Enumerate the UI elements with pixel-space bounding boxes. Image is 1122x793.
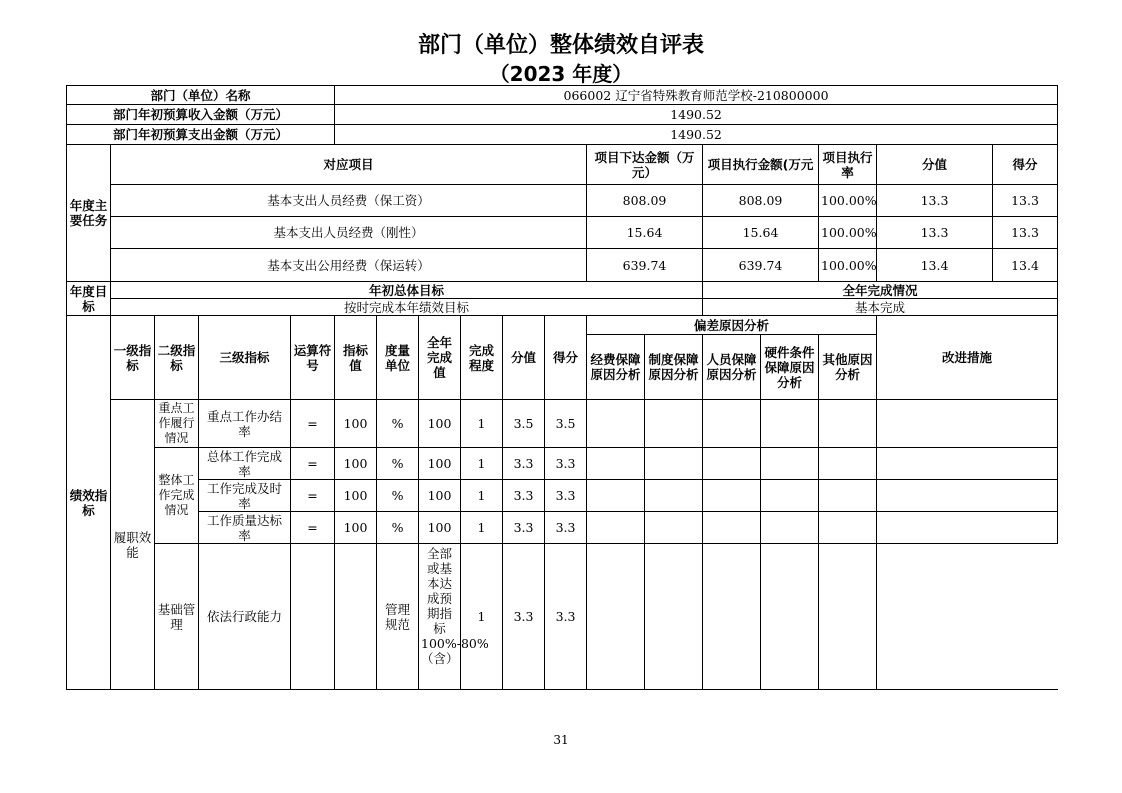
col-ind-score-value-header: 分值	[503, 316, 545, 400]
col-executed-header: 项目执行金额(万元	[703, 145, 819, 185]
col-score-header: 得分	[993, 145, 1058, 185]
task-allocated: 15.64	[587, 217, 703, 249]
col-other-header: 其他原因分析	[819, 335, 877, 400]
expense-value: 1490.52	[335, 125, 1058, 145]
col-target-header: 指标值	[335, 316, 377, 400]
unit-value: %	[377, 448, 419, 480]
annual-value: 100	[419, 448, 461, 480]
deviation-header: 偏差原因分析	[587, 316, 877, 335]
col-personnel-header: 人员保障原因分析	[703, 335, 761, 400]
col-level1-header: 一级指标	[111, 316, 155, 400]
task-row	[67, 249, 1058, 282]
degree-value: 1	[461, 512, 503, 544]
task-score-value: 13.3	[877, 217, 993, 249]
task-row	[67, 217, 1058, 249]
task-executed: 808.09	[703, 185, 819, 217]
col-operator-header: 运算符号	[291, 316, 335, 400]
level2-group: 重点工作履行情况	[155, 400, 199, 448]
col-improve-header: 改进措施	[877, 316, 1058, 400]
task-rate: 100.00%	[819, 217, 877, 249]
score: 3.5	[545, 400, 587, 448]
level3-value: 依法行政能力	[199, 544, 291, 690]
task-row	[67, 185, 1058, 217]
level2-group: 整体工作完成情况	[155, 448, 199, 544]
task-score-value: 13.3	[877, 185, 993, 217]
task-rate: 100.00%	[819, 185, 877, 217]
target-value: 100	[335, 400, 377, 448]
level3-value: 工作质量达标率	[199, 512, 291, 544]
col-degree-header: 完成程度	[461, 316, 503, 400]
income-value: 1490.52	[335, 105, 1058, 125]
task-score: 13.4	[993, 249, 1058, 282]
task-executed: 15.64	[703, 217, 819, 249]
goal-completion-value: 基本完成	[703, 299, 1058, 316]
degree-value: 1	[461, 480, 503, 512]
target-value: 100	[335, 448, 377, 480]
col-hardware-header: 硬件条件保障原因分析	[761, 335, 819, 400]
operator-value: =	[291, 448, 335, 480]
col-level2-header: 二级指标	[155, 316, 199, 400]
unit-value: %	[377, 400, 419, 448]
table-row	[67, 512, 1058, 544]
income-label: 部门年初预算收入金额（万元）	[67, 105, 335, 125]
score: 3.3	[545, 512, 587, 544]
col-score-value-header: 分值	[877, 145, 993, 185]
table-row	[67, 480, 1058, 512]
target-value	[335, 544, 377, 690]
degree-value: 1	[461, 448, 503, 480]
col-rate-header: 项目执行率	[819, 145, 877, 185]
col-funding-header: 经费保障原因分析	[587, 335, 645, 400]
degree-value: 1	[461, 544, 503, 690]
table-row	[67, 448, 1058, 480]
unit-value: %	[377, 512, 419, 544]
score-value: 3.3	[503, 544, 545, 690]
col-system-header: 制度保障原因分析	[645, 335, 703, 400]
goal-initial-header: 年初总体目标	[111, 282, 703, 299]
col-item-header: 对应项目	[111, 145, 587, 185]
operator-value: =	[291, 400, 335, 448]
goal-section-label: 年度目标	[67, 282, 111, 316]
score-value: 3.3	[503, 512, 545, 544]
operator-value: =	[291, 512, 335, 544]
annual-value: 100	[419, 480, 461, 512]
tasks-section-label: 年度主要任务	[67, 145, 111, 282]
task-item: 基本支出人员经费（保工资）	[111, 185, 587, 217]
degree-value: 1	[461, 400, 503, 448]
task-item: 基本支出公用经费（保运转）	[111, 249, 587, 282]
task-allocated: 808.09	[587, 185, 703, 217]
goal-completion-header: 全年完成情况	[703, 282, 1058, 299]
task-score: 13.3	[993, 185, 1058, 217]
operator-value: =	[291, 480, 335, 512]
task-item: 基本支出人员经费（刚性）	[111, 217, 587, 249]
indicators-section-label: 绩效指标	[67, 316, 111, 690]
dept-name-label: 部门（单位）名称	[67, 86, 335, 105]
task-allocated: 639.74	[587, 249, 703, 282]
annual-value: 100	[419, 512, 461, 544]
level3-value: 重点工作办结率	[199, 400, 291, 448]
annual-value: 全部或基本达成预期指标100%-80%（含）	[421, 546, 489, 666]
level3-value: 工作完成及时率	[199, 480, 291, 512]
col-allocated-header: 项目下达金额（万元）	[587, 145, 703, 185]
level1-value: 履职效能	[111, 400, 155, 690]
level3-value: 总体工作完成率	[199, 448, 291, 480]
score-value: 3.3	[503, 480, 545, 512]
table-row	[67, 400, 1058, 448]
score-value: 3.5	[503, 400, 545, 448]
task-rate: 100.00%	[819, 249, 877, 282]
col-annual-value-header: 全年完成值	[419, 316, 461, 400]
col-ind-score-header: 得分	[545, 316, 587, 400]
task-executed: 639.74	[703, 249, 819, 282]
page-title: 部门（单位）整体绩效自评表	[417, 33, 704, 58]
score: 3.3	[545, 544, 587, 690]
operator-value	[291, 544, 335, 690]
score-value: 3.3	[503, 448, 545, 480]
table-row	[67, 544, 1058, 690]
goal-initial-value: 按时完成本年绩效目标	[111, 299, 703, 316]
level2-group: 基础管理	[155, 544, 199, 690]
annual-value: 100	[419, 400, 461, 448]
task-score-value: 13.4	[877, 249, 993, 282]
performance-table	[66, 85, 1058, 690]
unit-value: %	[377, 480, 419, 512]
task-score: 13.3	[993, 217, 1058, 249]
page-number: 31	[553, 733, 569, 747]
dept-name-value: 066002 辽宁省特殊教育师范学校-210800000	[335, 86, 1058, 105]
col-level3-header: 三级指标	[199, 316, 291, 400]
target-value: 100	[335, 480, 377, 512]
target-value: 100	[335, 512, 377, 544]
col-unit-header: 度量单位	[377, 316, 419, 400]
score: 3.3	[545, 480, 587, 512]
unit-value: 管理规范	[377, 544, 419, 690]
page-subtitle: （2023 年度）	[489, 62, 633, 86]
score: 3.3	[545, 448, 587, 480]
expense-label: 部门年初预算支出金额（万元）	[67, 125, 335, 145]
